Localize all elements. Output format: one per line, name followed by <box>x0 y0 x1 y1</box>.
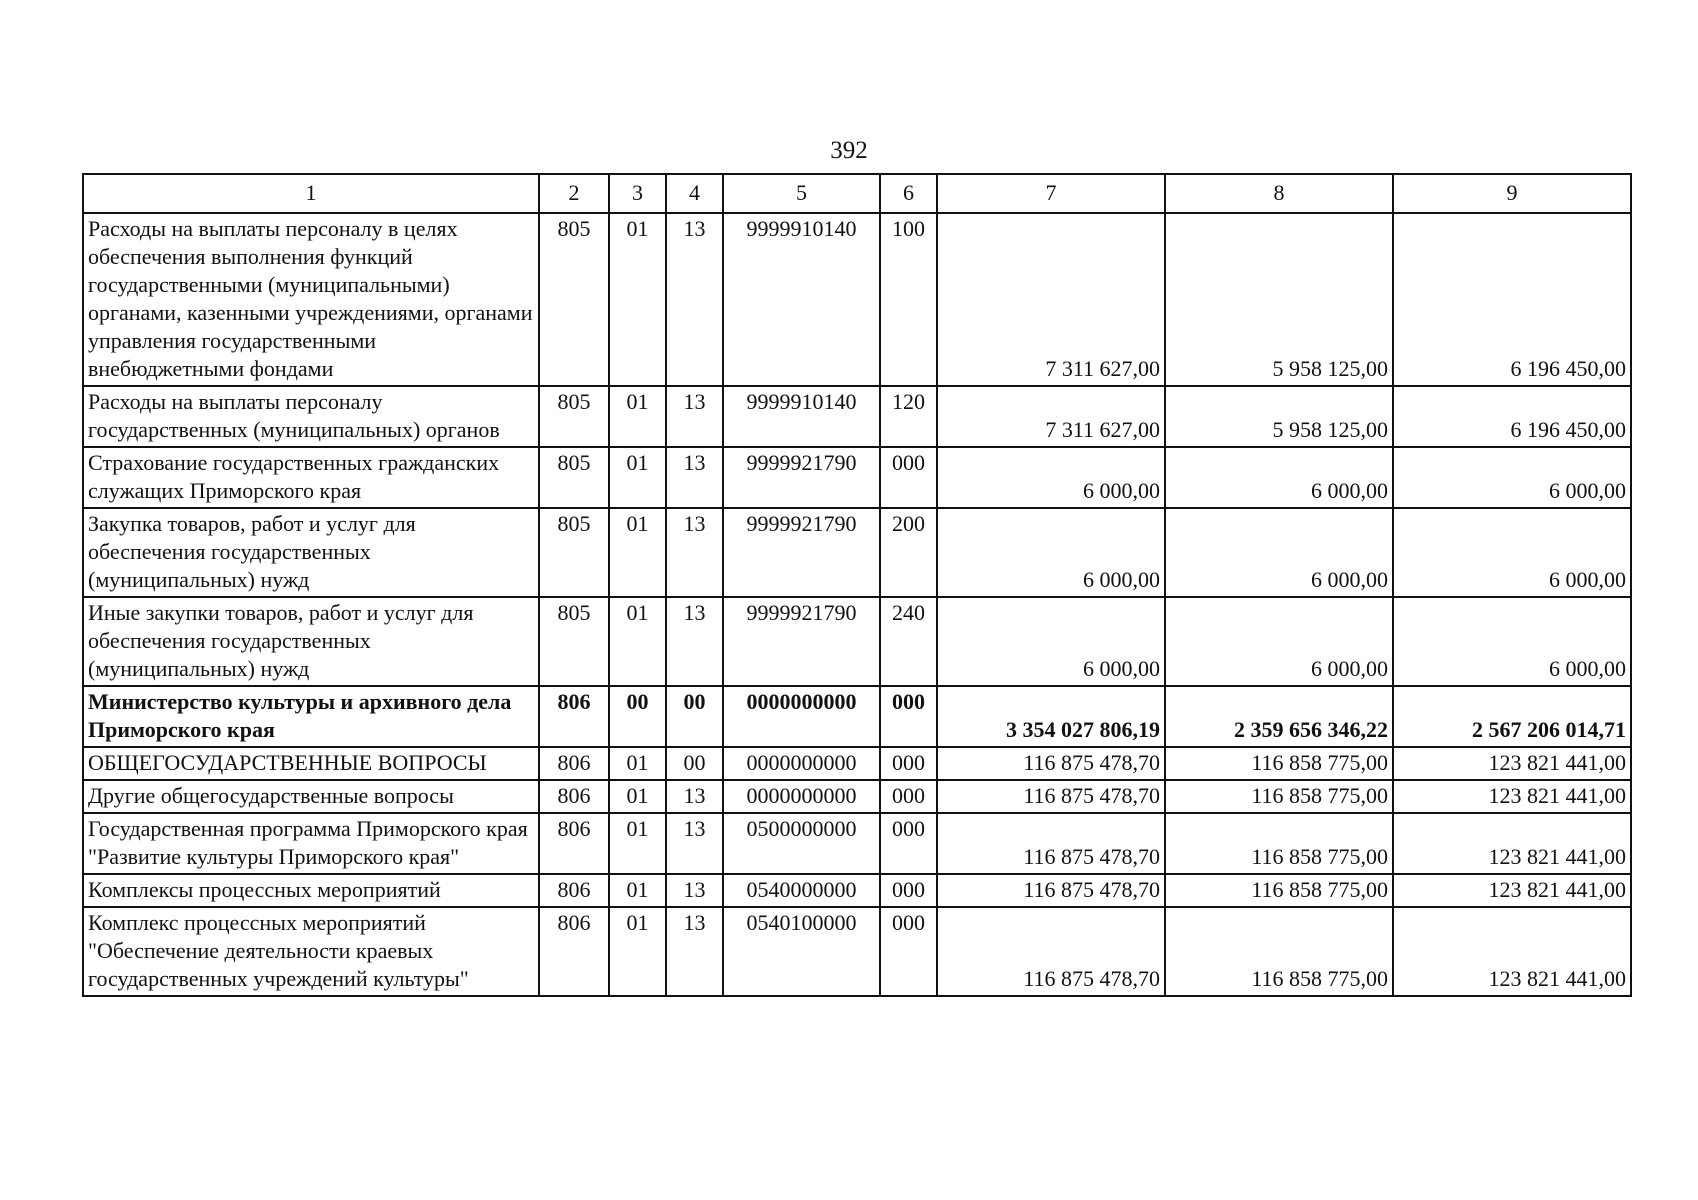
target-article-cell: 0540000000 <box>723 874 880 907</box>
amount-col9-cell: 6 000,00 <box>1393 508 1631 597</box>
amount-col9-cell: 123 821 441,00 <box>1393 780 1631 813</box>
page-number: 392 <box>830 137 868 164</box>
target-article-cell: 0000000000 <box>723 747 880 780</box>
expense-type-cell: 120 <box>880 386 937 447</box>
target-article-cell: 9999910140 <box>723 213 880 386</box>
expense-name-cell: Расходы на выплаты персоналу в целях обеспечения выполнения функций государственными (муниципальными) органами, казенными учреждениями, органами управления государственными внебюджетными фондами <box>83 213 539 386</box>
amount-col7-cell: 116 875 478,70 <box>937 813 1165 874</box>
amount-col8-cell: 116 858 775,00 <box>1165 874 1393 907</box>
subsection-code-cell: 00 <box>666 747 723 780</box>
amount-col9-cell: 6 196 450,00 <box>1393 213 1631 386</box>
expense-type-cell: 000 <box>880 874 937 907</box>
amount-col7-cell: 3 354 027 806,19 <box>937 686 1165 747</box>
expense-type-cell: 000 <box>880 780 937 813</box>
section-code-cell: 01 <box>609 874 666 907</box>
table-row <box>83 813 1631 874</box>
expense-type-cell: 240 <box>880 597 937 686</box>
subsection-code-cell: 13 <box>666 508 723 597</box>
table-row <box>83 874 1631 907</box>
amount-col7-cell: 116 875 478,70 <box>937 907 1165 996</box>
column-header: 1 <box>83 174 539 213</box>
target-article-cell: 0000000000 <box>723 686 880 747</box>
amount-col7-cell: 7 311 627,00 <box>937 386 1165 447</box>
subsection-code-cell: 13 <box>666 447 723 508</box>
target-article-cell: 0500000000 <box>723 813 880 874</box>
amount-col9-cell: 123 821 441,00 <box>1393 907 1631 996</box>
section-code-cell: 01 <box>609 747 666 780</box>
table-row <box>83 780 1631 813</box>
amount-col9-cell: 6 000,00 <box>1393 597 1631 686</box>
column-header: 6 <box>880 174 937 213</box>
amount-col8-cell: 6 000,00 <box>1165 447 1393 508</box>
expense-type-cell: 000 <box>880 813 937 874</box>
expense-name-cell: Другие общегосударственные вопросы <box>83 780 539 813</box>
expense-name-cell: Расходы на выплаты персоналу государственных (муниципальных) органов <box>83 386 539 447</box>
expense-name-cell: Иные закупки товаров, работ и услуг для обеспечения государственных (муниципальных) нужд <box>83 597 539 686</box>
amount-col9-cell: 6 196 450,00 <box>1393 386 1631 447</box>
amount-col9-cell: 123 821 441,00 <box>1393 813 1631 874</box>
expense-type-cell: 000 <box>880 686 937 747</box>
subsection-code-cell: 13 <box>666 386 723 447</box>
table-row <box>83 597 1631 686</box>
ministry-code-cell: 806 <box>539 780 609 813</box>
amount-col8-cell: 116 858 775,00 <box>1165 780 1393 813</box>
section-code-cell: 01 <box>609 386 666 447</box>
expense-name-cell: Страхование государственных гражданских служащих Приморского края <box>83 447 539 508</box>
section-code-cell: 01 <box>609 813 666 874</box>
ministry-code-cell: 805 <box>539 508 609 597</box>
expense-name-cell: ОБЩЕГОСУДАРСТВЕННЫЕ ВОПРОСЫ <box>83 747 539 780</box>
table-row <box>83 907 1631 996</box>
table-row <box>83 747 1631 780</box>
expense-name-cell: Министерство культуры и архивного дела Приморского края <box>83 686 539 747</box>
column-header: 7 <box>937 174 1165 213</box>
expense-name-cell: Комплексы процессных мероприятий <box>83 874 539 907</box>
amount-col7-cell: 116 875 478,70 <box>937 747 1165 780</box>
ministry-code-cell: 806 <box>539 907 609 996</box>
target-article-cell: 9999921790 <box>723 597 880 686</box>
amount-col8-cell: 116 858 775,00 <box>1165 747 1393 780</box>
column-header: 4 <box>666 174 723 213</box>
ministry-code-cell: 806 <box>539 813 609 874</box>
column-number-header-row <box>83 174 1631 213</box>
expense-type-cell: 000 <box>880 747 937 780</box>
expense-type-cell: 100 <box>880 213 937 386</box>
ministry-code-cell: 806 <box>539 686 609 747</box>
ministry-code-cell: 805 <box>539 386 609 447</box>
section-code-cell: 01 <box>609 907 666 996</box>
amount-col8-cell: 6 000,00 <box>1165 508 1393 597</box>
amount-col9-cell: 123 821 441,00 <box>1393 747 1631 780</box>
expense-name-cell: Государственная программа Приморского края "Развитие культуры Приморского края" <box>83 813 539 874</box>
amount-col8-cell: 116 858 775,00 <box>1165 907 1393 996</box>
expense-name-cell: Комплекс процессных мероприятий "Обеспечение деятельности краевых государственных учреждений культуры" <box>83 907 539 996</box>
amount-col8-cell: 6 000,00 <box>1165 597 1393 686</box>
section-code-cell: 01 <box>609 597 666 686</box>
amount-col7-cell: 7 311 627,00 <box>937 213 1165 386</box>
section-code-cell: 01 <box>609 780 666 813</box>
ministry-code-cell: 806 <box>539 874 609 907</box>
ministry-code-cell: 805 <box>539 213 609 386</box>
amount-col8-cell: 5 958 125,00 <box>1165 386 1393 447</box>
amount-col7-cell: 6 000,00 <box>937 597 1165 686</box>
column-header: 5 <box>723 174 880 213</box>
column-header: 8 <box>1165 174 1393 213</box>
column-header: 3 <box>609 174 666 213</box>
subsection-code-cell: 13 <box>666 597 723 686</box>
target-article-cell: 0000000000 <box>723 780 880 813</box>
target-article-cell: 9999910140 <box>723 386 880 447</box>
subsection-code-cell: 13 <box>666 907 723 996</box>
target-article-cell: 9999921790 <box>723 447 880 508</box>
amount-col9-cell: 6 000,00 <box>1393 447 1631 508</box>
amount-col8-cell: 116 858 775,00 <box>1165 813 1393 874</box>
subsection-code-cell: 13 <box>666 813 723 874</box>
amount-col8-cell: 5 958 125,00 <box>1165 213 1393 386</box>
table-body <box>83 213 1631 996</box>
target-article-cell: 0540100000 <box>723 907 880 996</box>
table-row <box>83 508 1631 597</box>
ministry-code-cell: 805 <box>539 447 609 508</box>
section-code-cell: 01 <box>609 447 666 508</box>
amount-col7-cell: 116 875 478,70 <box>937 874 1165 907</box>
column-header: 9 <box>1393 174 1631 213</box>
section-code-cell: 01 <box>609 213 666 386</box>
subsection-code-cell: 00 <box>666 686 723 747</box>
table-row <box>83 686 1631 747</box>
table-row <box>83 386 1631 447</box>
expense-type-cell: 200 <box>880 508 937 597</box>
ministry-code-cell: 806 <box>539 747 609 780</box>
column-header: 2 <box>539 174 609 213</box>
section-code-cell: 00 <box>609 686 666 747</box>
expense-name-cell: Закупка товаров, работ и услуг для обеспечения государственных (муниципальных) нужд <box>83 508 539 597</box>
table-row <box>83 213 1631 386</box>
target-article-cell: 9999921790 <box>723 508 880 597</box>
amount-col7-cell: 6 000,00 <box>937 447 1165 508</box>
amount-col8-cell: 2 359 656 346,22 <box>1165 686 1393 747</box>
table-row <box>83 447 1631 508</box>
amount-col9-cell: 123 821 441,00 <box>1393 874 1631 907</box>
subsection-code-cell: 13 <box>666 213 723 386</box>
budget-table <box>82 173 1632 997</box>
amount-col9-cell: 2 567 206 014,71 <box>1393 686 1631 747</box>
expense-type-cell: 000 <box>880 447 937 508</box>
amount-col7-cell: 6 000,00 <box>937 508 1165 597</box>
section-code-cell: 01 <box>609 508 666 597</box>
expense-type-cell: 000 <box>880 907 937 996</box>
subsection-code-cell: 13 <box>666 874 723 907</box>
subsection-code-cell: 13 <box>666 780 723 813</box>
ministry-code-cell: 805 <box>539 597 609 686</box>
amount-col7-cell: 116 875 478,70 <box>937 780 1165 813</box>
